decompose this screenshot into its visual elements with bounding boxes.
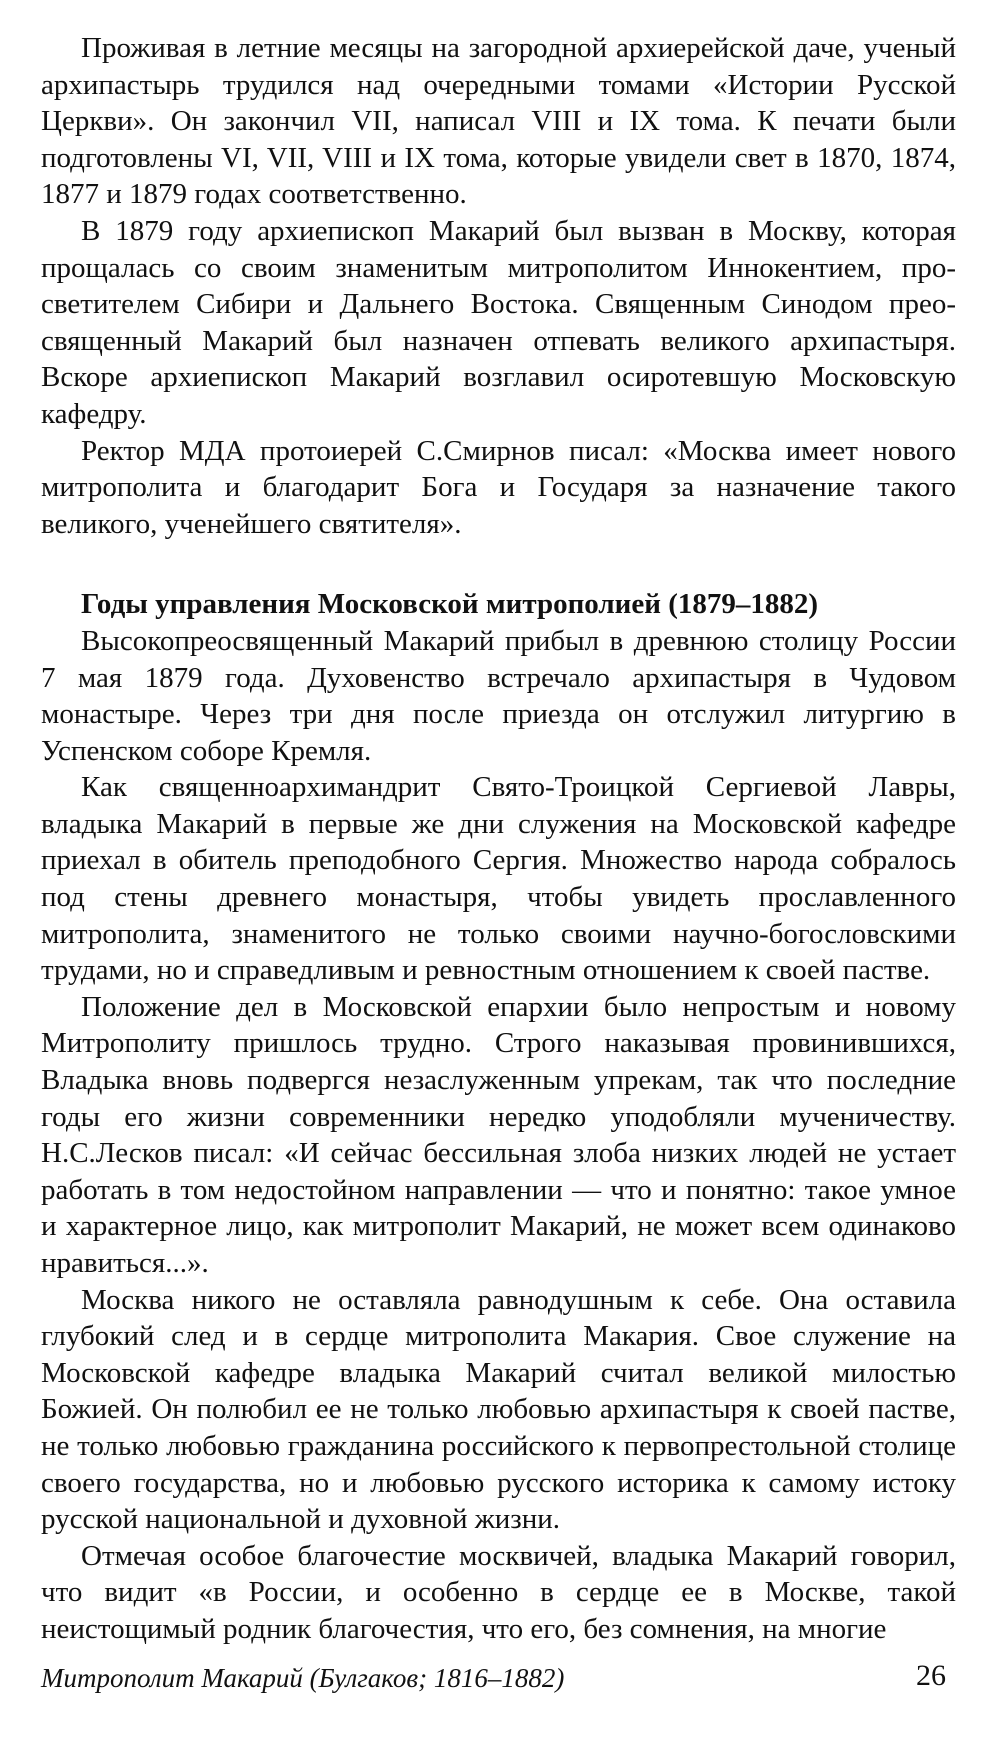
paragraph-love-of-moscow: Москва никого не оставляла равнодушным к себе. Она оставила глубокий след и в сердце митрополита Макария. Свое служение на Московской кафедре владыка Макарий считал великой милостью Божией. Он полюбил ее не только любовью архипастыря к своей пастве, не только любовью гражданина российского к первопрестольной столице своего государства, но и любовью русского историка к самому истоку русской национальной и духовной жизни. <box>41 1283 956 1536</box>
running-title: Митрополит Макарий (Булгаков; 1816–1882) <box>41 1663 565 1693</box>
paragraph-arrival: Высокопреосвященный Макарий прибыл в древнюю столицу России 7 мая 1879 года. Духовенство встречало архипастыря в Чудовом монастыре. Через три дня после приезда он отслужил литургию в Успенском соборе Кремля. <box>41 624 956 767</box>
paragraph-rector-quote: Ректор МДА протоиерей С.Смирнов писал: «Москва имеет нового митрополита и благодарит Бога и Государя за назначение такого великого, ученейшего святителя». <box>41 434 956 540</box>
page-body <box>41 30 956 1648</box>
paragraph-called-to-moscow: В 1879 году архиепископ Макарий был вызван в Москву, которая прощалась со своим знаменитым митрополитом Иннокентием, просветителем Сибири и Дальнего Востока. Священным Синодом преосвященный Макарий был назначен отпевать великого архипастыря. Вскоре архиепископ Макарий возглавил осиротевшую Московскую кафедру. <box>41 214 956 430</box>
paragraph-lavra-visit: Как священноархимандрит Свято-Троицкой Сергиевой Лавры, владыка Макарий в первые же дни служения на Московской кафедре приехал в обитель преподобного Сергия. Множество народа собралось под стены древнего монастыря, чтобы увидеть прославленного митрополита, знаменитого не только своими научно-богословскими трудами, но и справедливым и ревностным отношением к своей пастве. <box>41 771 956 987</box>
paragraph-diocese-affairs: Положение дел в Московской епархии было непростым и новому Митрополиту пришлось трудно. Строго наказывая провинившихся, Владыка вновь подвергся незаслуженным упрекам, так что последние годы его жизни современники нередко уподобляли мученичеству. Н.С.Лесков писал: «И сейчас бессильная злоба низких людей не устает работать в том недостойном направлении — что и понятно: такое умное и характерное лицо, как митрополит Макарий, не может всем одинаково нравиться...». <box>41 990 956 1279</box>
paragraph-summer-work: Проживая в летние месяцы на загородной архиерейской даче, ученый архипастырь трудился над очередными томами «Истории Русской Церкви». Он закончил VII, написал VIII и IX тома. К печати были подготовлены VI, VII, VIII и IX тома, которые увидели свет в 1870, 1874, 1877 и 1879 годах соответственно. <box>41 32 956 211</box>
section-heading: Годы управления Московской митрополией (1879–1882) <box>81 588 819 621</box>
paragraph-piety-of-muscovites: Отмечая особое благочестие москвичей, владыка Макарий говорил, что видит «в России, и особенно в сердце ее в Москве, такой неистощимый родник благочестия, что его, без сомнения, на многие <box>41 1539 956 1645</box>
page-number: 26 <box>916 1659 946 1692</box>
